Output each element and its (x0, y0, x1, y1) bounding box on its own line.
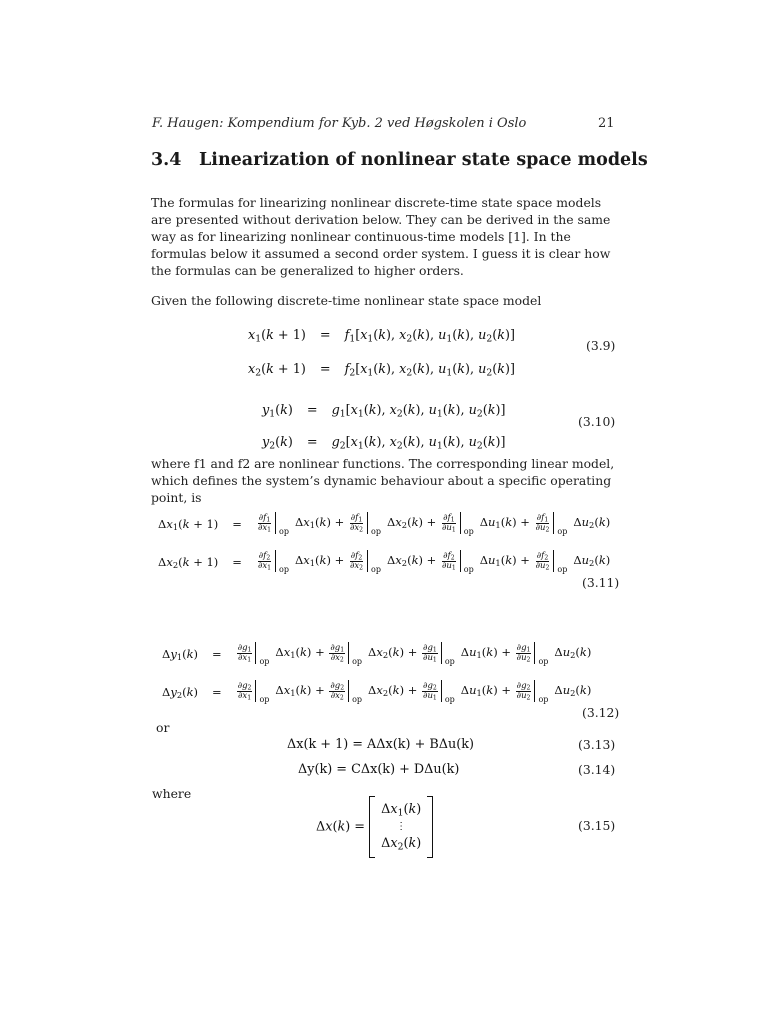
equation-3-14: Δy(k) = CΔx(k) + DΔu(k) (298, 762, 460, 777)
eq-number-3-12: (3.12) (582, 705, 620, 720)
section-number: 3.4 (151, 150, 182, 170)
where-f-paragraph: where f1 and f2 are nonlinear functions. The corresponding linear model, which defines the system’s dynamic behaviour about a specific operating point, is (151, 456, 615, 505)
or-text: or (156, 720, 170, 735)
equation-3-12: $\Delta y_1(k)$ = $\frac{\partial g_1}{\partial x_1}$ $_{op}\Delta x_1(k)$ + $\frac{\partial g_1}{\partial x_2}$ $_{op}\Delta x_2(k)$ + $\frac{\partial g_1}{\partial u_1}$ $_{op}\Delta u_1(k)$ + $\frac{\partial g_1}{\partial u_2}$ $_{op}\Delta u_2(k)$ $\Delta y_2(k)$ = $\frac{\partial g_2}{\partial x_1}$ $_{op}\Delta x_1(k)$ + $\frac{\partial g_2}{\partial x_2}$ $_{op}\Delta x_2(k)$ + $\frac{\partial g_2}{\partial u_1}$ $_{op}\Delta u_1(k)$ + $\frac{\partial g_2}{\partial u_2}$ $_{op}\Delta u_2(k)$ (162, 642, 592, 704)
eq-number-3-13: (3.13) (578, 737, 616, 752)
eq-number-3-10: (3.10) (578, 414, 616, 429)
where-text: where (152, 786, 192, 801)
equation-3-9: $x_1(k + 1)$ = $f_1[x_1(k)$, $x_2(k)$, $u_1(k)$, $u_2(k)$] $x_2(k + 1)$ = $f_2[x_1(k)$, $x_2(k)$, $u_1(k)$, $u_2(k)$] (248, 327, 516, 378)
equation-3-10: $y_1(k)$ = $g_1[x_1(k)$, $x_2(k)$, $u_1(k)$, $u_2(k)$] $y_2(k)$ = $g_2[x_1(k)$, $x_2(k)$, $u_1(k)$, $u_2(k)$] (262, 402, 506, 451)
eq-number-3-14: (3.14) (578, 762, 616, 777)
intro-paragraph: The formulas for linearizing nonlinear discrete-time state space models are presented without derivation below. They can be derived in the same way as for linearizing nonlinear continuous-time models [1]. In the formulas below it assumed a second order system. I guess it is clear how the formulas can be generalized to higher orders. (151, 195, 611, 278)
equation-3-15: Δx(k) = $\Delta x_1(k)$ ⋮ $\Delta x_2(k)$ (316, 796, 433, 858)
eq-number-3-15: (3.15) (578, 818, 616, 833)
given-paragraph: Given the following discrete-time nonlinear state space model (151, 293, 542, 308)
eq-number-3-11: (3.11) (582, 575, 620, 590)
column-vector: $\Delta x_1(k)$ ⋮ $\Delta x_2(k)$ (369, 796, 433, 858)
equation-3-13: Δx(k + 1) = AΔx(k) + BΔu(k) (287, 737, 474, 752)
section-title: Linearization of nonlinear state space models (199, 150, 648, 170)
section-heading (151, 150, 648, 170)
page-number: 21 (598, 116, 615, 131)
equation-3-11: $\Delta x_1(k + 1)$ = $\frac{\partial f_1}{\partial x_1}$ $_{op}\Delta x_1(k)$ + $\frac{\partial f_1}{\partial x_2}$ $_{op}\Delta x_2(k)$ + $\frac{\partial f_1}{\partial u_1}$ $_{op}\Delta u_1(k)$ + $\frac{\partial f_1}{\partial u_2}$ $_{op}\Delta u_2(k)$ $\Delta x_2(k + 1)$ = $\frac{\partial f_2}{\partial x_1}$ $_{op}\Delta x_1(k)$ + $\frac{\partial f_2}{\partial x_2}$ $_{op}\Delta x_2(k)$ + $\frac{\partial f_2}{\partial u_1}$ $_{op}\Delta u_1(k)$ + $\frac{\partial f_2}{\partial u_2}$ $_{op}\Delta u_2(k)$ (158, 512, 611, 574)
running-header: F. Haugen: Kompendium for Kyb. 2 ved Høgskolen i Oslo (152, 116, 527, 131)
eq-number-3-9: (3.9) (586, 338, 616, 353)
